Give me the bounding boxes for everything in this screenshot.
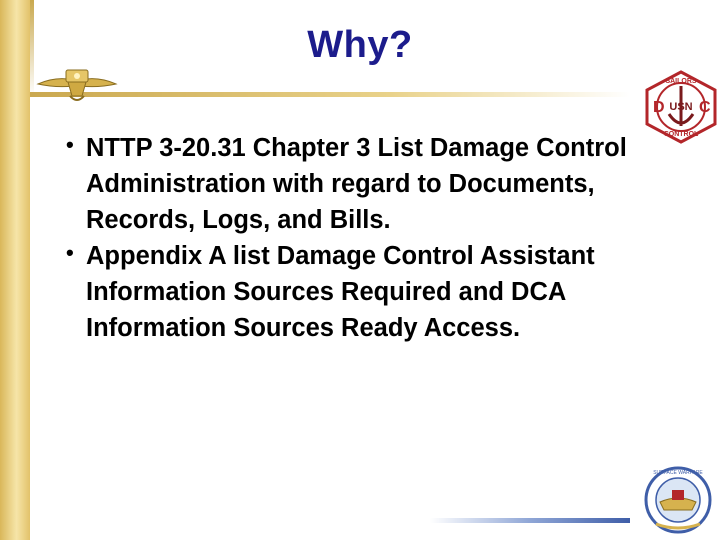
surface-warfare-seal-icon <box>638 466 718 538</box>
bullet-list <box>62 130 702 346</box>
slide-title: Why? <box>307 24 413 66</box>
surface-warfare-pin-icon <box>36 62 118 106</box>
bullet-text: NTTP 3-20.31 Chapter 3 List Damage Control Administration with regard to Documents, Records, Logs, and Bills. <box>86 134 627 234</box>
bottom-accent-line <box>430 518 630 523</box>
bullet-item-2 <box>62 238 702 346</box>
bullet-text: Appendix A list Damage Control Assistant Information Sources Required and DCA Information Sources Ready Access. <box>86 242 595 342</box>
bullet-item-1 <box>62 130 702 238</box>
dc-logo-top-text: SAILORS <box>665 78 697 85</box>
bullet-dot: • <box>66 240 74 265</box>
dc-logo-right-letter: C <box>699 99 711 116</box>
title-underline <box>30 92 630 97</box>
bullet-dot: • <box>66 132 74 157</box>
dc-logo-bottom-text: CONTROL <box>663 131 699 138</box>
dc-logo-center-text: USN <box>669 101 693 113</box>
seal-ring-text: SURFACE WARFARE <box>653 470 703 476</box>
dc-logo-left-letter: D <box>653 99 665 116</box>
left-gold-bar <box>0 0 30 540</box>
